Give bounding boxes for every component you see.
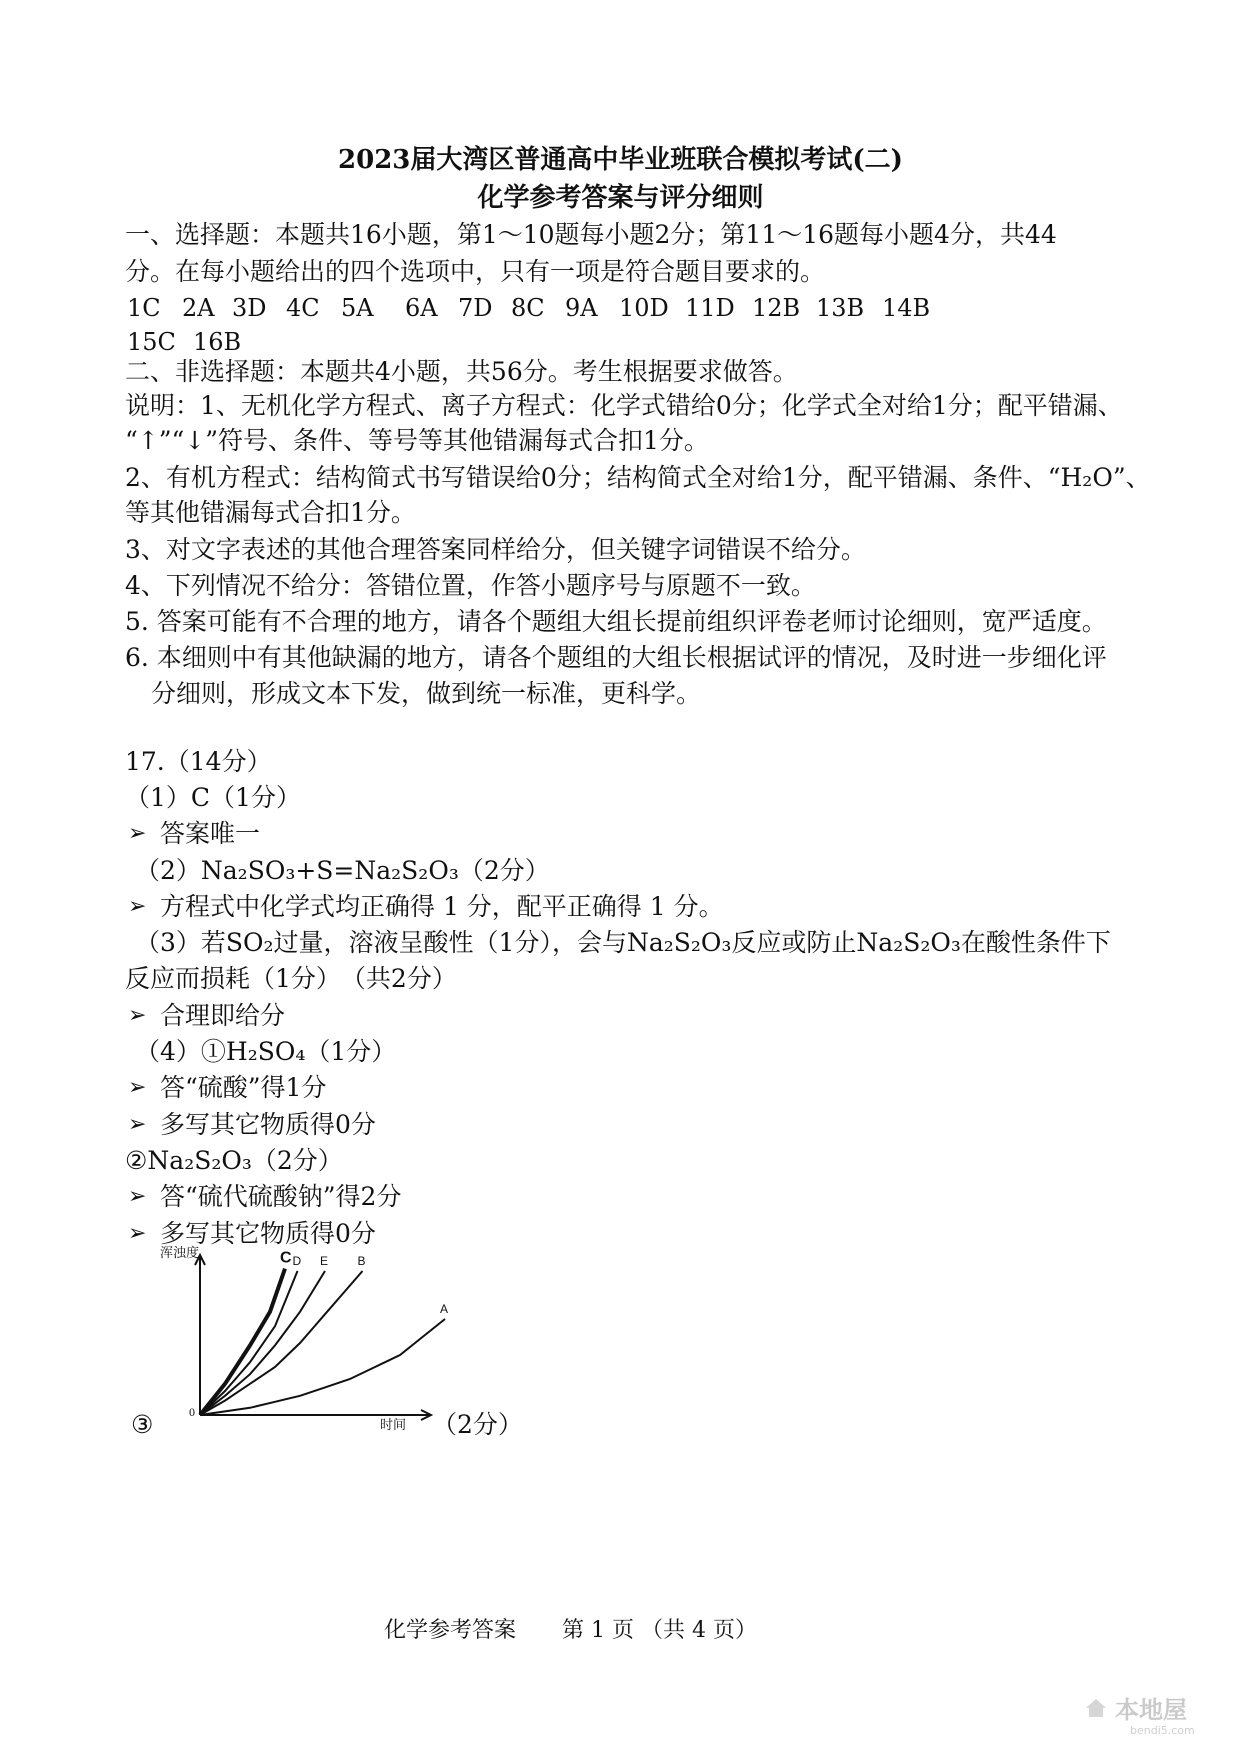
footer-page-number: 第 1 页 （共 4 页） (562, 1618, 757, 1643)
note-line: 6. 本细则中有其他缺漏的地方，请各个题组的大组长根据试评的情况，及时进一步细化评 (125, 643, 1107, 672)
answer-item: 16B (193, 328, 242, 356)
arrow-bullet-icon: ➢ (128, 1184, 147, 1209)
curve-b (200, 1271, 363, 1415)
answer-item: 15C (127, 328, 176, 356)
answer-item: 10D (619, 294, 669, 322)
origin-label: 0 (189, 1405, 195, 1419)
section1-line1: 一、选择题：本题共16小题，第1～10题每小题2分；第11～16题每小题4分，共44 (125, 220, 1057, 249)
q17-note4a: 答“硫酸”得1分 (160, 1073, 327, 1102)
watermark (1083, 1690, 1187, 1725)
turbidity-time-chart (140, 1245, 449, 1432)
q17-note5b: 多写其它物质得0分 (160, 1219, 376, 1248)
q17-part3b: 反应而损耗（1分） （共2分） (125, 964, 457, 993)
q17-note3: 合理即给分 (160, 1001, 286, 1030)
note-line: 分细则，形成文本下发，做到统一标准，更科学。 (151, 679, 702, 708)
arrow-bullet-icon: ➢ (128, 894, 147, 919)
answer-item: 7D (458, 294, 493, 322)
arrow-bullet-icon: ➢ (128, 1221, 147, 1246)
x-axis-label: 时间 (380, 1417, 407, 1432)
q17-heading: 17.（14分） (125, 747, 272, 776)
answer-item: 4C (286, 294, 320, 322)
note-line: 3、对文字表述的其他合理答案同样给分，但关键字词错误不给分。 (125, 535, 866, 564)
answer-item: 14B (882, 294, 931, 322)
note-line: 说明：1、无机化学方程式、离子方程式：化学式错给0分；化学式全对给1分；配平错漏、 (125, 391, 1123, 420)
answer-item: 2A (182, 294, 215, 322)
q17-note2: 方程式中化学式均正确得 1 分，配平正确得 1 分。 (160, 892, 724, 921)
house-logo-icon (1083, 1695, 1109, 1721)
page-title: 2023届大湾区普通高中毕业班联合模拟考试(二) (338, 145, 903, 175)
section2-heading: 二、非选择题：本题共4小题，共56分。考生根据要求做答。 (125, 357, 798, 386)
q17-part3a: （3）若SO₂过量，溶液呈酸性（1分），会与Na₂S₂O₃反应或防止Na₂S₂O₃在酸性条件下 (135, 928, 1111, 957)
answer-item: 3D (232, 294, 267, 322)
curve-c (200, 1269, 285, 1415)
series-label-b: B (357, 1254, 366, 1268)
series-label-c: C (280, 1249, 292, 1267)
series-label-d: D (292, 1254, 302, 1268)
arrow-bullet-icon: ➢ (128, 1112, 147, 1137)
note-line: 4、下列情况不给分：答错位置，作答小题序号与原题不一致。 (125, 571, 816, 600)
watermark-text: 本地屋 (1115, 1696, 1187, 1724)
q17-part6-score: （2分） (432, 1410, 523, 1439)
answer-item: 13B (816, 294, 865, 322)
arrow-bullet-icon: ➢ (128, 1003, 147, 1028)
watermark-url: bendi5.com (1130, 1724, 1195, 1737)
answer-item: 5A (341, 294, 374, 322)
answer-item: 9A (565, 294, 598, 322)
footer-subject: 化学参考答案 (384, 1618, 517, 1643)
answer-item: 6A (405, 294, 438, 322)
arrow-bullet-icon: ➢ (128, 821, 147, 846)
q17-note1: 答案唯一 (160, 819, 261, 848)
q17-note5a: 答“硫代硫酸钠”得2分 (160, 1182, 402, 1211)
q17-part6-marker: ③ (131, 1410, 154, 1439)
curve-d (200, 1271, 298, 1415)
arrow-bullet-icon: ➢ (128, 1075, 147, 1100)
note-line: 2、有机方程式：结构简式书写错误给0分；结构简式全对给1分，配平错漏、条件、“H₂O”、 (125, 463, 1151, 492)
note-line: “↑”“↓”符号、条件、等号等其他错漏每式合扣1分。 (125, 426, 709, 455)
page-subtitle: 化学参考答案与评分细则 (477, 183, 764, 213)
answer-item: 11D (685, 294, 735, 322)
series-label-e: E (320, 1254, 329, 1268)
q17-note4b: 多写其它物质得0分 (160, 1110, 376, 1139)
q17-part2: （2）Na₂SO₃+S=Na₂S₂O₃（2分） (135, 856, 550, 885)
q17-part5: ②Na₂S₂O₃（2分） (125, 1146, 343, 1175)
note-line: 5. 答案可能有不合理的地方，请各个题组大组长提前组织评卷老师讨论细则，宽严适度。 (125, 607, 1107, 636)
note-line: 等其他错漏每式合扣1分。 (125, 498, 416, 527)
q17-part4: （4）①H₂SO₄（1分） (135, 1037, 397, 1066)
section1-line2: 分。在每小题给出的四个选项中，只有一项是符合题目要求的。 (125, 257, 826, 286)
y-axis-label: 浑浊度 (160, 1245, 200, 1260)
answer-item: 8C (511, 294, 545, 322)
series-label-a: A (440, 1302, 449, 1316)
answer-item: 1C (127, 294, 161, 322)
answer-item: 12B (752, 294, 801, 322)
q17-part1: （1）C（1分） (125, 783, 301, 812)
